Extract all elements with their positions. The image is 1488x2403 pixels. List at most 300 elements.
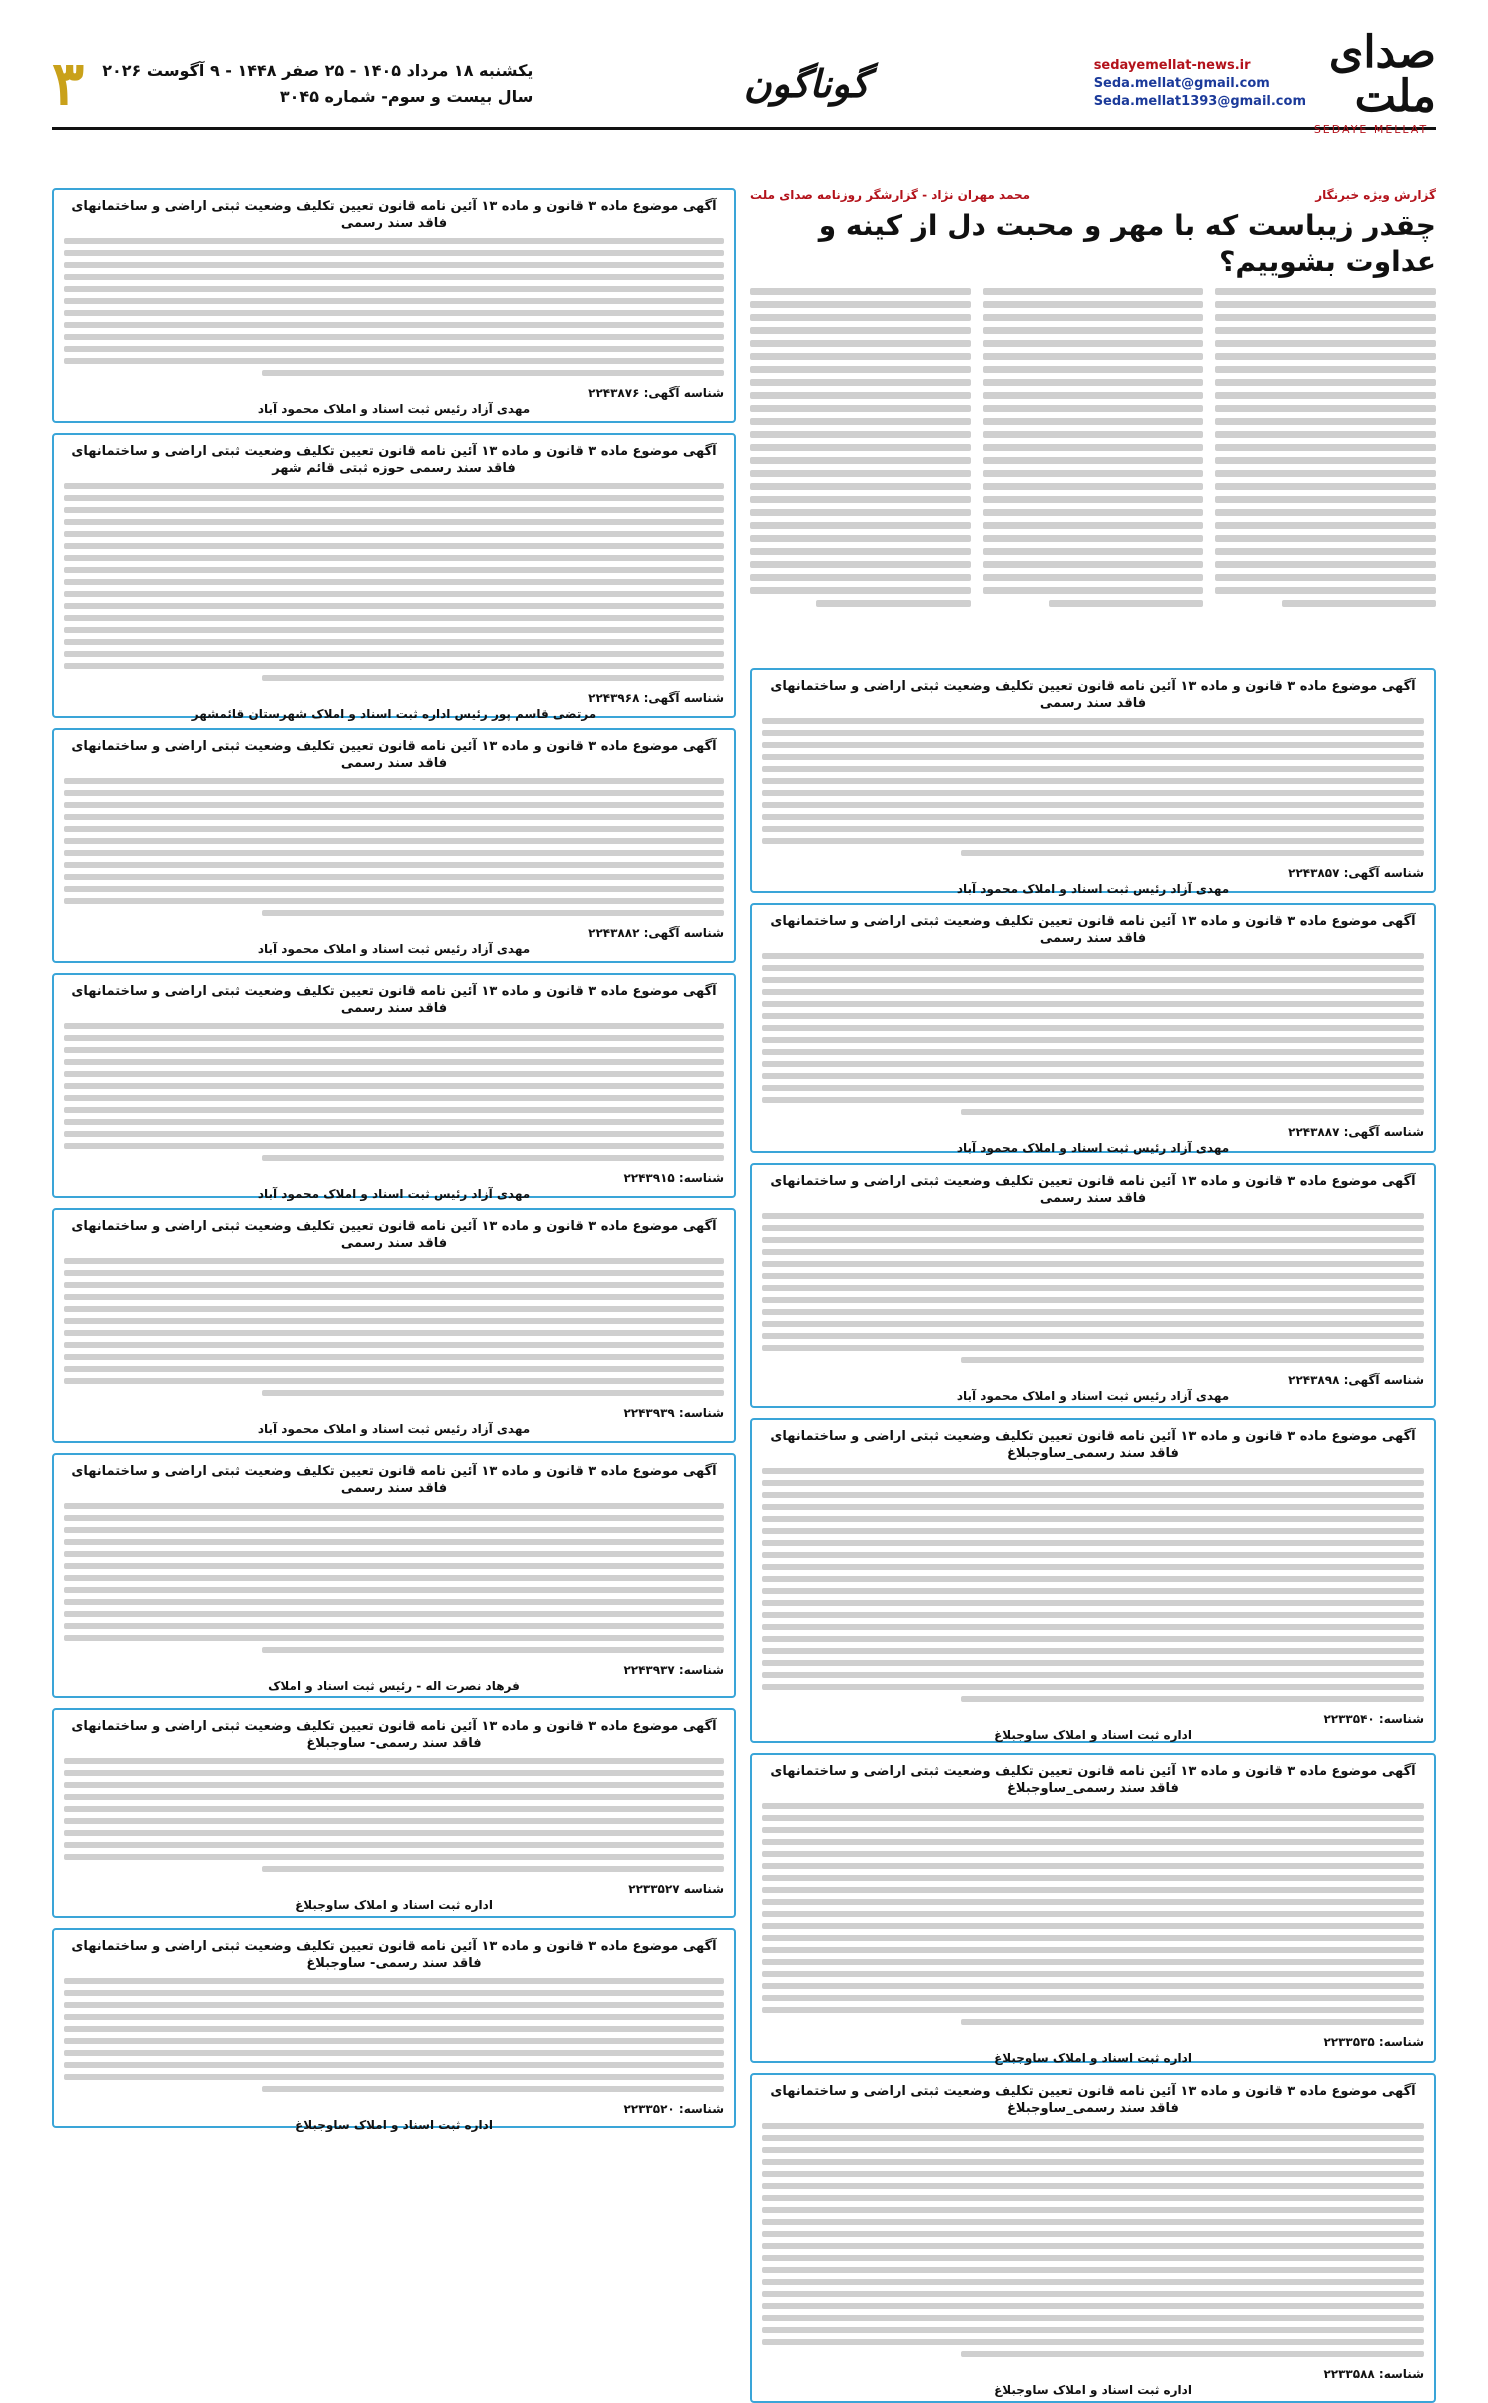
text-line-placeholder — [750, 379, 971, 386]
text-line-placeholder — [1215, 314, 1436, 321]
text-line-placeholder — [64, 1282, 724, 1288]
text-line-placeholder — [762, 2267, 1424, 2273]
text-line-placeholder — [762, 1923, 1424, 1929]
text-line-placeholder — [64, 238, 724, 244]
text-line-placeholder — [64, 1978, 724, 1984]
text-line-placeholder — [762, 1887, 1424, 1893]
notice-title: آگهی موضوع ماده ۳ قانون و ماده ۱۳ آئین نامه قانون تعیین تکلیف وضعیت ثبتی اراضی و ساختمانهای فاقد سند رسمی — [71, 199, 717, 231]
text-line-placeholder — [64, 1551, 724, 1557]
notice-title: آگهی موضوع ماده ۳ قانون و ماده ۱۳ آئین نامه قانون تعیین تکلیف وضعیت ثبتی اراضی و ساختمانهای فاقد سند رسمی_ساوجبلاغ — [770, 1429, 1416, 1461]
text-line-placeholder — [983, 561, 1204, 568]
notice-body — [64, 778, 724, 922]
text-line-placeholder — [983, 327, 1204, 334]
text-line-placeholder — [64, 790, 724, 796]
text-line-placeholder — [762, 1648, 1424, 1654]
text-line-placeholder — [762, 2327, 1424, 2333]
notice-signer: مهدی آزاد رئیس ثبت اسناد و املاک محمود آباد — [257, 402, 531, 416]
notice-title: آگهی موضوع ماده ۳ قانون و ماده ۱۳ آئین نامه قانون تعیین تکلیف وضعیت ثبتی اراضی و ساختمانهای فاقد سند رسمی — [770, 679, 1416, 711]
text-line-placeholder — [750, 509, 971, 516]
text-line-placeholder — [750, 561, 971, 568]
text-line-placeholder — [262, 675, 724, 681]
text-line-placeholder — [1215, 301, 1436, 308]
text-line-placeholder — [762, 742, 1424, 748]
text-line-placeholder — [983, 301, 1204, 308]
text-line-placeholder — [762, 1600, 1424, 1606]
notice-title: آگهی موضوع ماده ۳ قانون و ماده ۱۳ آئین نامه قانون تعیین تکلیف وضعیت ثبتی اراضی و ساختمانهای فاقد سند رسمی — [770, 914, 1416, 946]
text-line-placeholder — [762, 1261, 1424, 1267]
notice-id: شناسه آگهی: ۲۲۴۳۸۸۲ — [588, 926, 724, 940]
notice-footer — [762, 1373, 1424, 1387]
notice-id: شناسه: ۲۲۴۳۹۳۹ — [623, 1406, 724, 1420]
text-line-placeholder — [983, 314, 1204, 321]
text-line-placeholder — [762, 1612, 1424, 1618]
text-line-placeholder — [1215, 418, 1436, 425]
text-line-placeholder — [762, 1839, 1424, 1845]
text-line-placeholder — [983, 379, 1204, 386]
legal-notice — [52, 1708, 736, 1918]
text-line-placeholder — [64, 483, 724, 489]
text-line-placeholder — [64, 519, 724, 525]
text-line-placeholder — [64, 1758, 724, 1764]
page-number: ۳ — [52, 48, 85, 119]
text-line-placeholder — [1215, 509, 1436, 516]
text-line-placeholder — [1215, 561, 1436, 568]
notice-id: شناسه آگهی: ۲۲۴۳۸۹۸ — [1288, 1373, 1424, 1387]
text-line-placeholder — [762, 1333, 1424, 1339]
text-line-placeholder — [1215, 288, 1436, 295]
text-line-placeholder — [983, 509, 1204, 516]
text-line-placeholder — [983, 470, 1204, 477]
notice-footer — [64, 691, 724, 705]
text-line-placeholder — [750, 548, 971, 555]
notice-footer — [64, 1882, 724, 1896]
masthead-brand — [1080, 27, 1436, 136]
text-line-placeholder — [64, 1095, 724, 1101]
text-line-placeholder — [64, 1587, 724, 1593]
text-line-placeholder — [961, 2019, 1424, 2025]
notice-body — [64, 1023, 724, 1167]
text-line-placeholder — [1215, 470, 1436, 477]
notice-footer — [64, 1171, 724, 1185]
text-line-placeholder — [762, 1345, 1424, 1351]
text-line-placeholder — [750, 340, 971, 347]
text-line-placeholder — [64, 778, 724, 784]
text-line-placeholder — [762, 2315, 1424, 2321]
text-line-placeholder — [762, 1297, 1424, 1303]
text-line-placeholder — [762, 766, 1424, 772]
text-line-placeholder — [64, 603, 724, 609]
text-line-placeholder — [762, 1935, 1424, 1941]
text-line-placeholder — [64, 1047, 724, 1053]
text-line-placeholder — [983, 483, 1204, 490]
notice-title: آگهی موضوع ماده ۳ قانون و ماده ۱۳ آئین نامه قانون تعیین تکلیف وضعیت ثبتی اراضی و ساختمانهای فاقد سند رسمی — [71, 984, 717, 1016]
text-line-placeholder — [64, 663, 724, 669]
text-line-placeholder — [64, 1083, 724, 1089]
text-line-placeholder — [64, 346, 724, 352]
legal-notice — [750, 1163, 1436, 1408]
text-line-placeholder — [762, 1911, 1424, 1917]
text-line-placeholder — [762, 1851, 1424, 1857]
text-line-placeholder — [64, 651, 724, 657]
text-line-placeholder — [1215, 353, 1436, 360]
text-line-placeholder — [64, 1294, 724, 1300]
notice-signer: مهدی آزاد رئیس ثبت اسناد و املاک محمود آباد — [956, 1389, 1230, 1403]
notice-footer — [762, 2035, 1424, 2049]
text-line-placeholder — [762, 802, 1424, 808]
text-line-placeholder — [64, 1818, 724, 1824]
email-primary[interactable]: Seda.mellat@gmail.com — [1093, 75, 1270, 91]
site-url[interactable]: sedayemellat-news.ir — [1093, 57, 1251, 73]
text-line-placeholder — [1215, 392, 1436, 399]
article-body — [750, 288, 1436, 668]
text-line-placeholder — [762, 1672, 1424, 1678]
text-line-placeholder — [1215, 457, 1436, 464]
text-line-placeholder — [762, 1995, 1424, 2001]
right-column — [750, 188, 1436, 2397]
text-line-placeholder — [262, 1647, 724, 1653]
notice-title: آگهی موضوع ماده ۳ قانون و ماده ۱۳ آئین نامه قانون تعیین تکلیف وضعیت ثبتی اراضی و ساختمانهای فاقد سند رسمی — [71, 1219, 717, 1251]
notice-body — [762, 718, 1424, 862]
text-line-placeholder — [762, 1624, 1424, 1630]
right-notices — [750, 668, 1436, 2403]
legal-notice — [52, 188, 736, 423]
text-line-placeholder — [762, 826, 1424, 832]
text-line-placeholder — [64, 1794, 724, 1800]
text-line-placeholder — [762, 1273, 1424, 1279]
text-line-placeholder — [762, 1249, 1424, 1255]
text-line-placeholder — [762, 1037, 1424, 1043]
text-line-placeholder — [762, 1061, 1424, 1067]
text-line-placeholder — [762, 1321, 1424, 1327]
legal-notice — [750, 668, 1436, 896]
text-line-placeholder — [64, 1023, 724, 1029]
text-line-placeholder — [762, 2171, 1424, 2177]
text-line-placeholder — [64, 286, 724, 292]
text-line-placeholder — [762, 1947, 1424, 1953]
text-line-placeholder — [750, 392, 971, 399]
notice-signer: اداره ثبت اسناد و املاک ساوجبلاغ — [994, 1728, 1192, 1742]
text-line-placeholder — [64, 298, 724, 304]
text-line-placeholder — [762, 2279, 1424, 2285]
date-line: یکشنبه ۱۸ مرداد ۱۴۰۵ - ۲۵ صفر ۱۴۴۸ - ۹ آگوست ۲۰۲۶ — [102, 60, 534, 80]
text-line-placeholder — [762, 965, 1424, 971]
notice-title: آگهی موضوع ماده ۳ قانون و ماده ۱۳ آئین نامه قانون تعیین تکلیف وضعیت ثبتی اراضی و ساختمانهای فاقد سند رسمی- ساوجبلاغ — [71, 1939, 717, 1971]
text-line-placeholder — [762, 1213, 1424, 1219]
text-line-placeholder — [64, 874, 724, 880]
notice-signer: اداره ثبت اسناد و املاک ساوجبلاغ — [994, 2383, 1192, 2397]
text-line-placeholder — [64, 555, 724, 561]
text-line-placeholder — [762, 1013, 1424, 1019]
text-line-placeholder — [750, 444, 971, 451]
left-notices — [52, 188, 736, 2132]
text-line-placeholder — [64, 1854, 724, 1860]
notice-signer: اداره ثبت اسناد و املاک ساوجبلاغ — [295, 2118, 493, 2132]
text-line-placeholder — [762, 977, 1424, 983]
text-line-placeholder — [64, 2062, 724, 2068]
text-line-placeholder — [64, 1990, 724, 1996]
text-line-placeholder — [762, 1468, 1424, 1474]
text-line-placeholder — [64, 1503, 724, 1509]
text-line-placeholder — [762, 1085, 1424, 1091]
notice-id: شناسه: ۲۲۴۳۹۳۷ — [623, 1663, 724, 1677]
date-block — [102, 58, 533, 110]
text-line-placeholder — [762, 953, 1424, 959]
text-line-placeholder — [64, 495, 724, 501]
text-line-placeholder — [262, 1390, 724, 1396]
text-line-placeholder — [64, 1623, 724, 1629]
text-line-placeholder — [64, 1366, 724, 1372]
text-line-placeholder — [816, 600, 970, 607]
notice-footer — [64, 1663, 724, 1677]
logo-mark: صدای ملت — [1328, 27, 1436, 122]
text-line-placeholder — [64, 1306, 724, 1312]
text-line-placeholder — [762, 2291, 1424, 2297]
text-line-placeholder — [983, 574, 1204, 581]
notice-id: شناسه: ۲۲۳۳۵۴۰ — [1323, 1712, 1424, 1726]
text-line-placeholder — [64, 1071, 724, 1077]
notice-id: شناسه آگهی: ۲۲۴۳۸۷۶ — [588, 386, 724, 400]
text-line-placeholder — [762, 814, 1424, 820]
notice-footer — [64, 2102, 724, 2116]
text-line-placeholder — [762, 754, 1424, 760]
notice-body — [64, 1978, 724, 2098]
logo-latin: SEDAYE MELLAT — [1313, 123, 1429, 136]
text-line-placeholder — [983, 431, 1204, 438]
text-line-placeholder — [64, 531, 724, 537]
text-line-placeholder — [762, 1492, 1424, 1498]
notice-id: شناسه آگهی: ۲۲۴۳۸۵۷ — [1288, 866, 1424, 880]
text-line-placeholder — [262, 370, 724, 376]
legal-notice — [750, 1418, 1436, 1743]
text-line-placeholder — [64, 615, 724, 621]
text-line-placeholder — [1215, 444, 1436, 451]
text-line-placeholder — [1049, 600, 1203, 607]
text-line-placeholder — [64, 1354, 724, 1360]
text-line-placeholder — [762, 2231, 1424, 2237]
text-line-placeholder — [762, 2123, 1424, 2129]
text-line-placeholder — [762, 1528, 1424, 1534]
text-line-placeholder — [762, 1564, 1424, 1570]
text-line-placeholder — [762, 1803, 1424, 1809]
text-line-placeholder — [762, 2007, 1424, 2013]
notice-title: آگهی موضوع ماده ۳ قانون و ماده ۱۳ آئین نامه قانون تعیین تکلیف وضعیت ثبتی اراضی و ساختمانهای فاقد سند رسمی_ساوجبلاغ — [770, 1764, 1416, 1796]
legal-notice — [52, 973, 736, 1201]
text-line-placeholder — [64, 1563, 724, 1569]
text-line-placeholder — [1215, 405, 1436, 412]
feature-article — [750, 188, 1436, 658]
notice-signer: مهدی آزاد رئیس ثبت اسناد و املاک محمود آباد — [257, 942, 531, 956]
text-line-placeholder — [762, 2339, 1424, 2345]
notice-signer: مهدی آزاد رئیس ثبت اسناد و املاک محمود آباد — [257, 1422, 531, 1436]
notice-body — [64, 1258, 724, 1402]
text-line-placeholder — [64, 1107, 724, 1113]
text-line-placeholder — [762, 1588, 1424, 1594]
legal-notice — [52, 1453, 736, 1698]
text-line-placeholder — [762, 790, 1424, 796]
text-line-placeholder — [750, 353, 971, 360]
text-line-placeholder — [1215, 431, 1436, 438]
text-line-placeholder — [762, 1899, 1424, 1905]
text-line-placeholder — [1215, 366, 1436, 373]
notice-id: شناسه آگهی: ۲۲۴۳۹۶۸ — [588, 691, 724, 705]
text-line-placeholder — [64, 1599, 724, 1605]
text-line-placeholder — [64, 358, 724, 364]
text-line-placeholder — [750, 457, 971, 464]
text-line-placeholder — [64, 2050, 724, 2056]
text-line-placeholder — [262, 1155, 724, 1161]
newspaper-logo — [1306, 27, 1436, 136]
email-secondary[interactable]: Seda.mellat1393@gmail.com — [1093, 93, 1306, 109]
notice-signer: مهدی آزاد رئیس ثبت اسناد و املاک محمود آباد — [956, 882, 1230, 896]
text-line-placeholder — [750, 301, 971, 308]
text-line-placeholder — [762, 1660, 1424, 1666]
text-line-placeholder — [762, 989, 1424, 995]
text-line-placeholder — [762, 2255, 1424, 2261]
legal-notice — [52, 1928, 736, 2132]
article-headline: چقدر زیباست که با مهر و محبت دل از کینه و عداوت بشوییم؟ — [818, 209, 1436, 278]
legal-notice — [750, 903, 1436, 1153]
notice-id: شناسه: ۲۲۳۳۵۳۵ — [1323, 2035, 1424, 2049]
notice-footer — [64, 386, 724, 400]
notice-signer: فرهاد نصرت اله - رئیس ثبت اسناد و املاک — [268, 1679, 520, 1693]
text-line-placeholder — [64, 274, 724, 280]
text-line-placeholder — [64, 507, 724, 513]
text-line-placeholder — [64, 1782, 724, 1788]
text-line-placeholder — [64, 639, 724, 645]
text-line-placeholder — [64, 591, 724, 597]
text-line-placeholder — [64, 802, 724, 808]
notice-id: شناسه آگهی: ۲۲۴۳۸۸۷ — [1288, 1125, 1424, 1139]
text-line-placeholder — [762, 2207, 1424, 2213]
notice-signer: اداره ثبت اسناد و املاک ساوجبلاغ — [994, 2051, 1192, 2065]
text-line-placeholder — [64, 862, 724, 868]
text-line-placeholder — [262, 1866, 724, 1872]
notice-title: آگهی موضوع ماده ۳ قانون و ماده ۱۳ آئین نامه قانون تعیین تکلیف وضعیت ثبتی اراضی و ساختمانهای فاقد سند رسمی- ساوجبلاغ — [71, 1719, 717, 1751]
notice-footer — [762, 866, 1424, 880]
notice-footer — [64, 1406, 724, 1420]
text-line-placeholder — [762, 1875, 1424, 1881]
text-line-placeholder — [64, 567, 724, 573]
issue-line: سال بیست و سوم- شماره ۳۰۴۵ — [279, 86, 534, 106]
text-line-placeholder — [983, 522, 1204, 529]
text-line-placeholder — [762, 1815, 1424, 1821]
notice-id: شناسه ۲۲۳۳۵۲۷ — [628, 1882, 724, 1896]
text-line-placeholder — [750, 405, 971, 412]
text-line-placeholder — [762, 1983, 1424, 1989]
text-line-placeholder — [961, 1696, 1424, 1702]
text-line-placeholder — [64, 543, 724, 549]
text-line-placeholder — [762, 1971, 1424, 1977]
text-line-placeholder — [64, 1830, 724, 1836]
text-line-placeholder — [762, 1684, 1424, 1690]
text-line-placeholder — [64, 826, 724, 832]
text-line-placeholder — [762, 1480, 1424, 1486]
text-line-placeholder — [1282, 600, 1436, 607]
text-line-placeholder — [1215, 483, 1436, 490]
notice-footer — [64, 926, 724, 940]
text-line-placeholder — [983, 548, 1204, 555]
text-line-placeholder — [64, 898, 724, 904]
text-line-placeholder — [64, 1527, 724, 1533]
notice-body — [64, 483, 724, 687]
text-line-placeholder — [1215, 587, 1436, 594]
notice-signer: مهدی آزاد رئیس ثبت اسناد و املاک محمود آباد — [956, 1141, 1230, 1155]
text-line-placeholder — [64, 1515, 724, 1521]
text-line-placeholder — [983, 288, 1204, 295]
text-line-placeholder — [762, 2219, 1424, 2225]
text-line-placeholder — [983, 353, 1204, 360]
text-line-placeholder — [961, 1109, 1424, 1115]
text-line-placeholder — [762, 730, 1424, 736]
text-line-placeholder — [961, 1357, 1424, 1363]
notice-signer: اداره ثبت اسناد و املاک ساوجبلاغ — [295, 1898, 493, 1912]
text-line-placeholder — [983, 392, 1204, 399]
notice-id: شناسه: ۲۲۳۳۵۲۰ — [623, 2102, 724, 2116]
article-kicker-row — [750, 188, 1436, 202]
text-line-placeholder — [750, 418, 971, 425]
notice-title: آگهی موضوع ماده ۳ قانون و ماده ۱۳ آئین نامه قانون تعیین تکلیف وضعیت ثبتی اراضی و ساختمانهای فاقد سند رسمی_ساوجبلاغ — [770, 2084, 1416, 2116]
notice-footer — [762, 2367, 1424, 2381]
text-line-placeholder — [762, 1237, 1424, 1243]
text-line-placeholder — [64, 1575, 724, 1581]
text-line-placeholder — [1215, 496, 1436, 503]
notice-footer — [762, 1125, 1424, 1139]
notice-body — [64, 1503, 724, 1659]
text-line-placeholder — [762, 1504, 1424, 1510]
text-line-placeholder — [762, 2303, 1424, 2309]
text-line-placeholder — [64, 310, 724, 316]
text-line-placeholder — [750, 535, 971, 542]
text-line-placeholder — [64, 334, 724, 340]
text-line-placeholder — [1215, 327, 1436, 334]
section-title: گوناگون — [743, 61, 870, 106]
text-line-placeholder — [762, 1959, 1424, 1965]
text-line-placeholder — [262, 910, 724, 916]
text-line-placeholder — [64, 627, 724, 633]
text-line-placeholder — [762, 2147, 1424, 2153]
text-line-placeholder — [1215, 535, 1436, 542]
text-line-placeholder — [750, 574, 971, 581]
text-line-placeholder — [1215, 340, 1436, 347]
text-line-placeholder — [750, 483, 971, 490]
notice-id: شناسه: ۲۲۳۳۵۸۸ — [1323, 2367, 1424, 2381]
text-line-placeholder — [64, 2038, 724, 2044]
text-line-placeholder — [1215, 574, 1436, 581]
text-line-placeholder — [961, 2351, 1424, 2357]
text-line-placeholder — [762, 1827, 1424, 1833]
text-line-placeholder — [64, 2026, 724, 2032]
text-line-placeholder — [762, 1516, 1424, 1522]
text-line-placeholder — [64, 1342, 724, 1348]
text-line-placeholder — [64, 2014, 724, 2020]
text-line-placeholder — [762, 1225, 1424, 1231]
page-columns — [52, 188, 1436, 2397]
text-line-placeholder — [64, 1806, 724, 1812]
text-line-placeholder — [64, 850, 724, 856]
text-line-placeholder — [64, 579, 724, 585]
notice-signer: مهدی آزاد رئیس ثبت اسناد و املاک محمود آباد — [257, 1187, 531, 1201]
text-line-placeholder — [750, 431, 971, 438]
text-line-placeholder — [64, 886, 724, 892]
text-line-placeholder — [983, 444, 1204, 451]
text-line-placeholder — [762, 2159, 1424, 2165]
legal-notice — [52, 728, 736, 963]
text-line-placeholder — [64, 1143, 724, 1149]
text-line-placeholder — [983, 496, 1204, 503]
text-line-placeholder — [762, 1285, 1424, 1291]
text-line-placeholder — [762, 778, 1424, 784]
left-column — [52, 188, 736, 2132]
